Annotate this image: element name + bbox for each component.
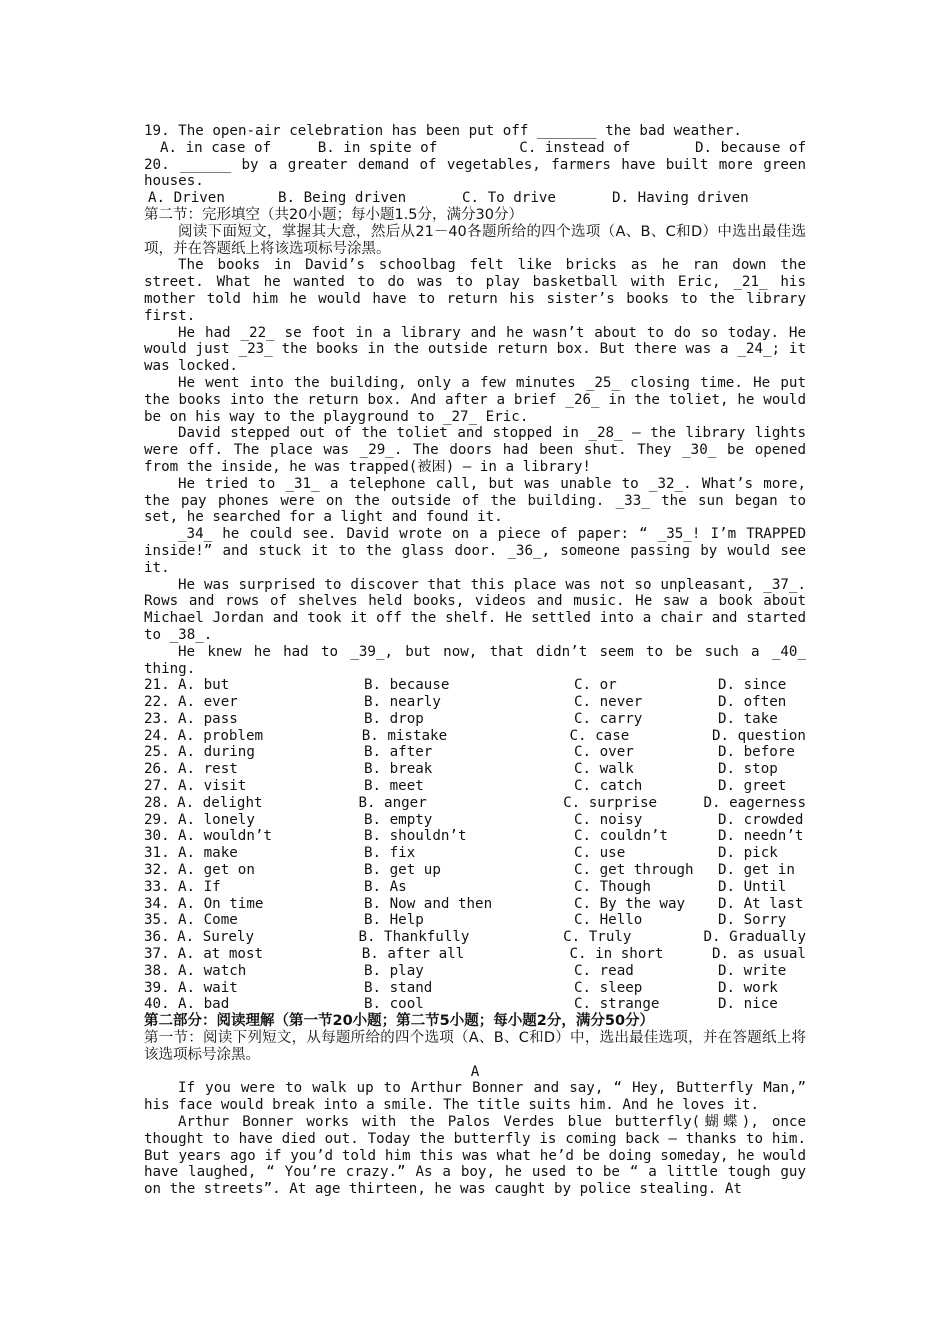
option-row: [144, 728, 806, 745]
option-row: [144, 980, 806, 997]
option-b[interactable]: B. cool: [364, 996, 424, 1013]
option-b[interactable]: B. stand: [364, 979, 433, 996]
option-row: [144, 946, 806, 963]
option-b[interactable]: B. after all: [361, 946, 465, 963]
option-a[interactable]: A. pass: [178, 710, 238, 727]
option-b[interactable]: B. Help: [364, 912, 424, 929]
option-a[interactable]: A. problem: [177, 727, 264, 744]
passage-paragraph: He tried to _31_ a telephone call, but was unable to _32_. What’s more, the pay phones were on the outside of the building. _33_ the sun began to set, he searched for a light and found it.: [144, 475, 815, 526]
option-row: [144, 929, 806, 946]
passage-paragraph: David stepped out of the toliet and stopped in _28_ — the library lights were off. The place was _29_. The doors had been shut. They _30_ be opened from the inside, he was trapped(被困) — in a library!: [144, 425, 815, 475]
passage-paragraph: He went into the building, only a few minutes _25_ closing time. He put the books into the return box. And after a brief _26_ in the toliet, he would be on his way to the playground to _27_ Eric.: [144, 374, 815, 425]
option-a[interactable]: A. Come: [178, 912, 238, 929]
question-20-stem: 20. ______ by a greater demand of vegetables, farmers have built more green houses.: [144, 156, 815, 190]
option-b[interactable]: B. Now and then: [364, 895, 493, 912]
option-row: [144, 761, 806, 778]
option-c[interactable]: C. never: [574, 694, 643, 711]
section2-instruction: 阅读下面短文，掌握其大意，然后从21－40各题所给的四个选项（A、B、C和D）中选出最佳选项，并在答题纸上将该选项标号涂黑。: [144, 223, 806, 257]
option-d[interactable]: D. stop: [718, 761, 778, 778]
option-row: [144, 879, 806, 896]
question-number: 36.: [144, 929, 170, 946]
option-a[interactable]: A. at most: [177, 946, 264, 963]
section2-title: 第二节：完形填空（共20小题；每小题1.5分，满分30分）: [144, 206, 523, 223]
option-a[interactable]: A. delight: [177, 794, 263, 811]
option-d[interactable]: D. Until: [718, 878, 787, 895]
option-b[interactable]: B. empty: [364, 811, 433, 828]
option-d[interactable]: D. eagerness: [703, 794, 806, 811]
option-row: [144, 711, 806, 728]
option-a[interactable]: A. lonely: [178, 811, 255, 828]
option-row: [144, 896, 806, 913]
option-b[interactable]: B. because: [364, 677, 450, 694]
passage-paragraph: _34_ he could see. David wrote on a piece of paper: “ _35_! I’m TRAPPED inside!” and stuck it to the glass door. _36_, someone passing by would see it.: [144, 526, 815, 576]
option-c[interactable]: C. Truly: [563, 929, 632, 946]
option-d[interactable]: D. greet: [718, 778, 787, 795]
option-d[interactable]: D. Gradually: [703, 929, 806, 946]
option-row: [144, 778, 806, 795]
option-c[interactable]: C. couldn’t: [574, 828, 668, 845]
question-number: 40.: [144, 996, 170, 1013]
option-c[interactable]: C. read: [574, 962, 634, 979]
option-b[interactable]: B. Being driven: [278, 190, 407, 207]
option-c[interactable]: C. over: [574, 744, 634, 761]
option-a[interactable]: A. make: [178, 845, 238, 862]
question-number: 26.: [144, 761, 170, 778]
question-number: 34.: [144, 895, 170, 912]
option-b[interactable]: B. get up: [364, 862, 441, 879]
option-d[interactable]: D. nice: [718, 996, 778, 1013]
option-b[interactable]: B. Thankfully: [358, 929, 470, 946]
option-c[interactable]: C. Though: [574, 878, 651, 895]
question-number: 25.: [144, 744, 170, 761]
option-row: [144, 677, 806, 694]
option-b[interactable]: B. nearly: [364, 694, 441, 711]
option-b[interactable]: B. anger: [358, 794, 427, 811]
option-b[interactable]: B. mistake: [361, 727, 448, 744]
option-d[interactable]: D. Sorry: [718, 912, 787, 929]
option-b[interactable]: B. drop: [364, 710, 424, 727]
option-c[interactable]: C. in short: [569, 946, 664, 963]
option-b[interactable]: B. play: [364, 962, 424, 979]
option-b[interactable]: B. break: [364, 761, 433, 778]
question-number: 24.: [144, 727, 170, 744]
passage-label: A: [470, 1063, 480, 1080]
option-d[interactable]: D. often: [718, 694, 787, 711]
option-c[interactable]: C. To drive: [462, 190, 556, 207]
option-a[interactable]: A. bad: [178, 996, 230, 1013]
option-row: [144, 744, 806, 761]
passage-paragraph: He was surprised to discover that this place was not so unpleasant, _37_. Rows and rows of shelves held books, videos and music. He saw a book about Michael Jordan and took it off the shelf. He settled into a chair and started to _38_.: [144, 576, 815, 643]
option-d[interactable]: D. pick: [718, 845, 778, 862]
option-c[interactable]: C. case: [569, 727, 630, 744]
option-d[interactable]: D. needn’t: [718, 828, 804, 845]
option-c[interactable]: C. carry: [574, 710, 643, 727]
option-row: [144, 828, 806, 845]
question-number: 39.: [144, 979, 170, 996]
option-d[interactable]: D. since: [718, 677, 787, 694]
option-d[interactable]: D. as usual: [712, 946, 806, 963]
option-d[interactable]: D. work: [718, 979, 778, 996]
option-a[interactable]: A. in case of: [160, 139, 272, 156]
question-number: 35.: [144, 912, 170, 929]
option-a[interactable]: A. On time: [178, 895, 264, 912]
option-d[interactable]: D. take: [718, 710, 778, 727]
option-d[interactable]: D. crowded: [718, 811, 804, 828]
option-row: [144, 795, 806, 812]
option-a[interactable]: A. wouldn’t: [178, 828, 272, 845]
option-a[interactable]: A. but: [178, 677, 230, 694]
option-row: [144, 812, 806, 829]
question-number: 28.: [144, 794, 170, 811]
part2-instruction: 第一节：阅读下列短文，从每题所给的四个选项（A、B、C和D）中，选出最佳选项，并在答题纸上将该选项标号涂黑。: [144, 1030, 806, 1063]
option-c[interactable]: C. get through: [574, 862, 694, 879]
question-number: 27.: [144, 778, 170, 795]
option-a[interactable]: A. get on: [178, 862, 255, 879]
option-c[interactable]: C. walk: [574, 761, 634, 778]
option-c[interactable]: C. catch: [574, 778, 643, 795]
cloze-passage: [144, 257, 815, 677]
option-c[interactable]: C. strange: [574, 996, 660, 1013]
option-row: [144, 862, 806, 879]
question-number: 29.: [144, 811, 170, 828]
question-19-stem: 19. The open-air celebration has been put off _______ the bad weather.: [144, 123, 742, 139]
option-a[interactable]: A. Surely: [177, 929, 255, 946]
passage-paragraph: The books in David’s schoolbag felt like bricks as he ran down the street. What he wanted to do was to play basketball with Eric, _21_ his mother told him he would have to return his sister’s books to the library first.: [144, 257, 815, 324]
option-a[interactable]: A. wait: [178, 979, 238, 996]
option-c[interactable]: C. noisy: [574, 811, 643, 828]
question-number: 33.: [144, 878, 170, 895]
option-b[interactable]: B. meet: [364, 778, 424, 795]
option-a[interactable]: A. ever: [178, 694, 238, 711]
option-c[interactable]: C. Hello: [574, 912, 643, 929]
option-b[interactable]: B. after: [364, 744, 433, 761]
option-c[interactable]: C. instead of: [519, 139, 631, 156]
option-d[interactable]: D. because of: [694, 139, 806, 156]
option-a[interactable]: A. visit: [178, 778, 247, 795]
option-d[interactable]: D. At last: [718, 895, 804, 912]
option-a[interactable]: A. watch: [178, 962, 247, 979]
question-number: 21.: [144, 677, 170, 694]
option-b[interactable]: B. in spite of: [317, 139, 438, 156]
option-b[interactable]: B. As: [364, 878, 407, 895]
question-20-options: [144, 190, 806, 207]
question-number: 30.: [144, 828, 170, 845]
question-19-options: [144, 140, 806, 157]
option-a[interactable]: A. Driven: [148, 190, 225, 207]
question-number: 37.: [144, 946, 170, 963]
option-c[interactable]: C. sleep: [574, 979, 643, 996]
option-row: [144, 963, 806, 980]
option-b[interactable]: B. fix: [364, 845, 416, 862]
exam-page: [144, 123, 815, 1198]
option-d[interactable]: D. question: [712, 727, 806, 744]
passage-paragraph: He had _22_ se foot in a library and he wasn’t about to do so today. He would just _23_ the books in the outside return box. But there was a _24_; it was locked.: [144, 324, 815, 375]
option-c[interactable]: C. surprise: [563, 794, 658, 811]
cloze-options-list: [144, 677, 806, 1013]
part2-title: 第二部分：阅读理解（第一节20小题；第二节5小题；每小题2分，满分50分）: [144, 1013, 655, 1030]
option-row: [144, 996, 806, 1013]
option-d[interactable]: D. write: [718, 962, 787, 979]
option-d[interactable]: D. Having driven: [612, 190, 749, 207]
option-d[interactable]: D. before: [718, 744, 795, 761]
question-number: 31.: [144, 845, 170, 862]
question-number: 38.: [144, 962, 170, 979]
option-a[interactable]: A. rest: [178, 761, 238, 778]
passage-paragraph: He knew he had to _39_, but now, that didn’t seem to be such a _40_ thing.: [144, 643, 815, 677]
reading-paragraph: If you were to walk up to Arthur Bonner and say, “ Hey, Butterfly Man,” his face would break into a smile. The title suits him. And he loves it.: [144, 1080, 815, 1114]
option-row: [144, 845, 806, 862]
option-row: [144, 694, 806, 711]
question-number: 23.: [144, 710, 170, 727]
option-c[interactable]: C. or: [574, 677, 617, 694]
question-number: 22.: [144, 694, 170, 711]
reading-paragraph: Arthur Bonner works with the Palos Verdes blue butterfly(蝴蝶), once thought to have died out. Today the butterfly is coming back — thanks to him. But years ago if you’d told him this was what he’d be doing someday, he would have laughed, “ You’re crazy.” As a boy, he used to be “ a little tough guy on the streets”. At age thirteen, he was caught by police stealing. At: [144, 1114, 815, 1198]
option-b[interactable]: B. shouldn’t: [364, 828, 467, 845]
option-c[interactable]: C. use: [574, 845, 626, 862]
option-d[interactable]: D. get in: [718, 862, 795, 879]
option-a[interactable]: A. If: [178, 878, 221, 895]
option-row: [144, 912, 806, 929]
option-a[interactable]: A. during: [178, 744, 255, 761]
option-c[interactable]: C. By the way: [574, 895, 686, 912]
question-number: 32.: [144, 862, 170, 879]
